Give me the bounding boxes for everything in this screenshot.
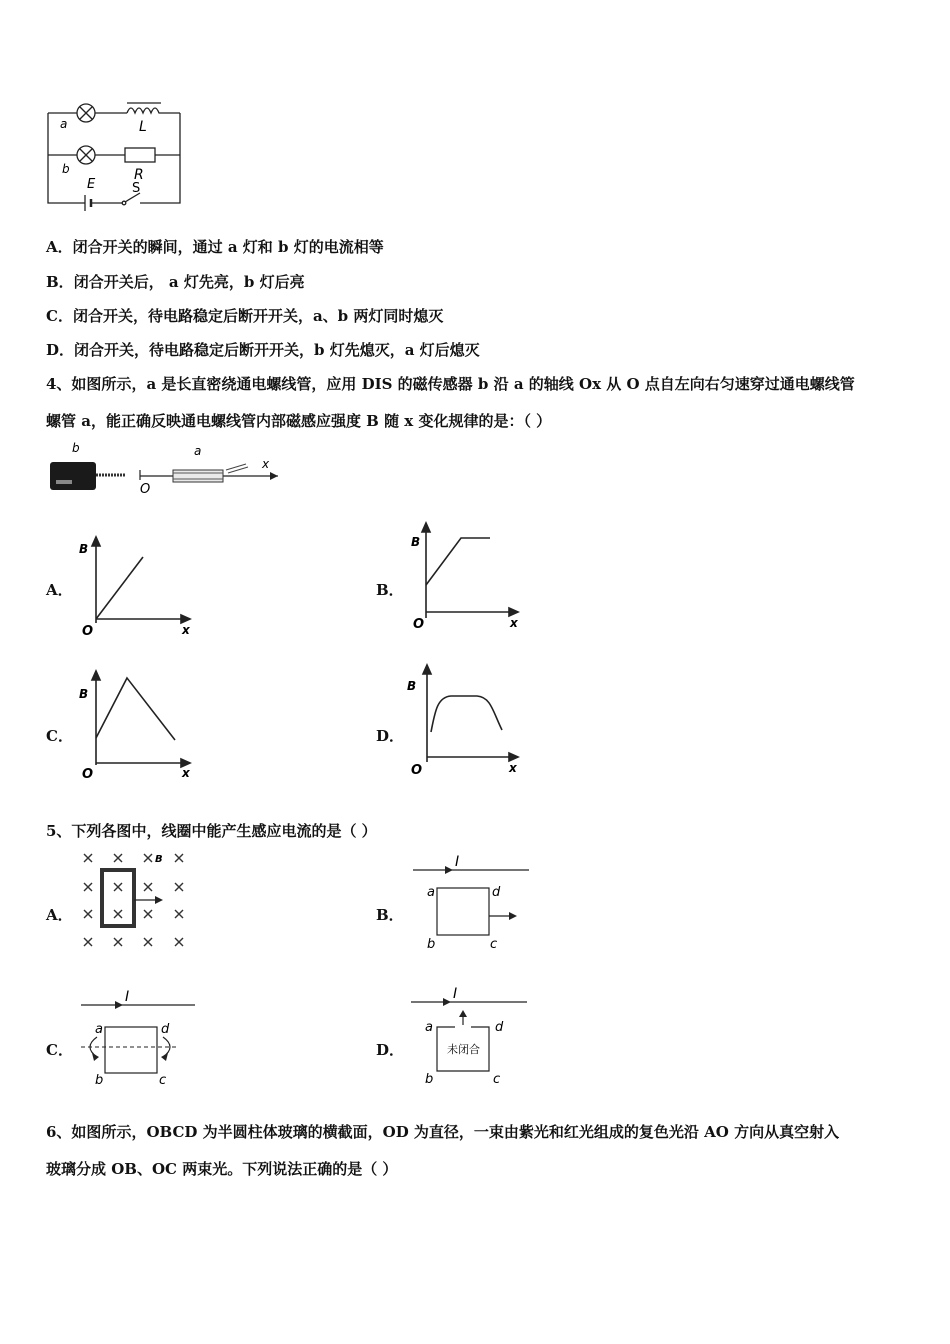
circuit-label-L: L: [139, 119, 147, 135]
graph-x-label: x: [182, 623, 190, 637]
graph-y-label: B: [79, 542, 89, 556]
q3-option-d: [46, 339, 480, 360]
q5-option-c-label: C．: [46, 1041, 73, 1059]
graph-x-label: x: [509, 761, 517, 775]
q4-graph-a: [75, 535, 200, 640]
graph-origin-label: O: [413, 617, 425, 632]
graph-x-label: x: [510, 616, 518, 630]
corner-b: b: [427, 937, 436, 952]
q4-option-b-label: B．: [376, 581, 404, 599]
option-text: 闭合开关，待电路稳定后断开开关，a、b 两灯同时熄灭: [72, 307, 444, 325]
solenoid-sensor-figure: [48, 440, 288, 500]
circuit-label-R: R: [134, 167, 144, 183]
option-text: 闭合开关，待电路稳定后断开开关，b 灯先熄灭，a 灯后熄灭: [74, 341, 480, 359]
corner-c: c: [493, 1072, 501, 1087]
graph-y-label: B: [407, 679, 417, 693]
q3-option-b: [46, 271, 305, 292]
circuit-diagram: [40, 95, 190, 215]
corner-b: b: [425, 1072, 434, 1087]
q4-stem-line1: 4、如图所示，a 是长直密绕通电螺线管，应用 DIS 的磁传感器 b 沿 a 的轴线 Ox 从 O 点自左向右匀速穿过通电螺线管: [46, 375, 855, 393]
option-text: 闭合开关后， a 灯先亮，b 灯后亮: [73, 273, 305, 291]
figure-label-O: O: [140, 482, 151, 497]
option-text: 闭合开关的瞬间，通过 a 灯和 b 灯的电流相等: [72, 238, 384, 256]
corner-a: a: [425, 1020, 433, 1035]
q6-stem-line1: 6、如图所示，OBCD 为半圆柱体玻璃的横截面，OD 为直径，一束由紫光和红光组成的复色光沿 AO 方向从真空射入: [46, 1123, 840, 1141]
q4-graph-c: [75, 668, 200, 780]
graph-y-label: B: [411, 535, 421, 549]
corner-d: d: [161, 1022, 170, 1037]
figure-label-a: a: [194, 444, 202, 458]
q5-option-a-label: A．: [46, 906, 73, 924]
q5-option-d-label: D．: [376, 1041, 405, 1059]
corner-a: a: [95, 1022, 103, 1037]
graph-origin-label: O: [82, 624, 94, 639]
corner-c: c: [159, 1073, 167, 1088]
q5-stem: 5、下列各图中，线圈中能产生感应电流的是（ ）: [46, 822, 377, 840]
corner-c: c: [490, 937, 498, 952]
circuit-label-a: a: [60, 117, 68, 131]
option-letter: A．: [46, 238, 73, 256]
figure-label-x: x: [262, 457, 270, 471]
graph-origin-label: O: [411, 763, 423, 778]
graph-origin-label: O: [82, 767, 94, 782]
option-letter: D．: [46, 341, 75, 359]
corner-d: d: [495, 1020, 504, 1035]
q4-graph-d: [405, 662, 530, 777]
q5-figure-b: [405, 850, 535, 955]
current-label: I: [125, 989, 130, 1005]
current-label: I: [455, 854, 460, 870]
q3-option-a: [46, 236, 384, 257]
corner-b: b: [95, 1073, 104, 1088]
q4-option-a-label: A．: [46, 581, 73, 599]
current-label: I: [453, 986, 458, 1002]
field-label-b: B: [155, 854, 163, 865]
q3-option-c: [46, 305, 443, 326]
option-letter: B．: [46, 273, 74, 291]
graph-x-label: x: [182, 766, 190, 780]
q5-figure-d: [405, 985, 535, 1090]
q4-graph-b: [405, 520, 530, 632]
q4-option-c-label: C．: [46, 727, 73, 745]
q5-figure-c: [75, 985, 205, 1090]
corner-d: d: [492, 885, 501, 900]
circuit-label-E: E: [87, 177, 96, 192]
circuit-label-b: b: [62, 162, 70, 176]
circuit-label-S: S: [132, 181, 141, 196]
q4-stem-line2: 螺管 a，能正确反映通电螺线管内部磁感应强度 B 随 x 变化规律的是：（ ）: [46, 412, 552, 430]
box-caption: 未闭合: [447, 1043, 480, 1056]
q6-stem-line2: 玻璃分成 OB、OC 两束光。下列说法正确的是（ ）: [46, 1160, 398, 1178]
corner-a: a: [427, 885, 435, 900]
q5-figure-a: [75, 848, 195, 953]
graph-y-label: B: [79, 687, 89, 701]
option-letter: C．: [46, 307, 73, 325]
q5-option-b-label: B．: [376, 906, 404, 924]
q4-option-d-label: D．: [376, 727, 405, 745]
figure-label-b: b: [72, 441, 80, 455]
